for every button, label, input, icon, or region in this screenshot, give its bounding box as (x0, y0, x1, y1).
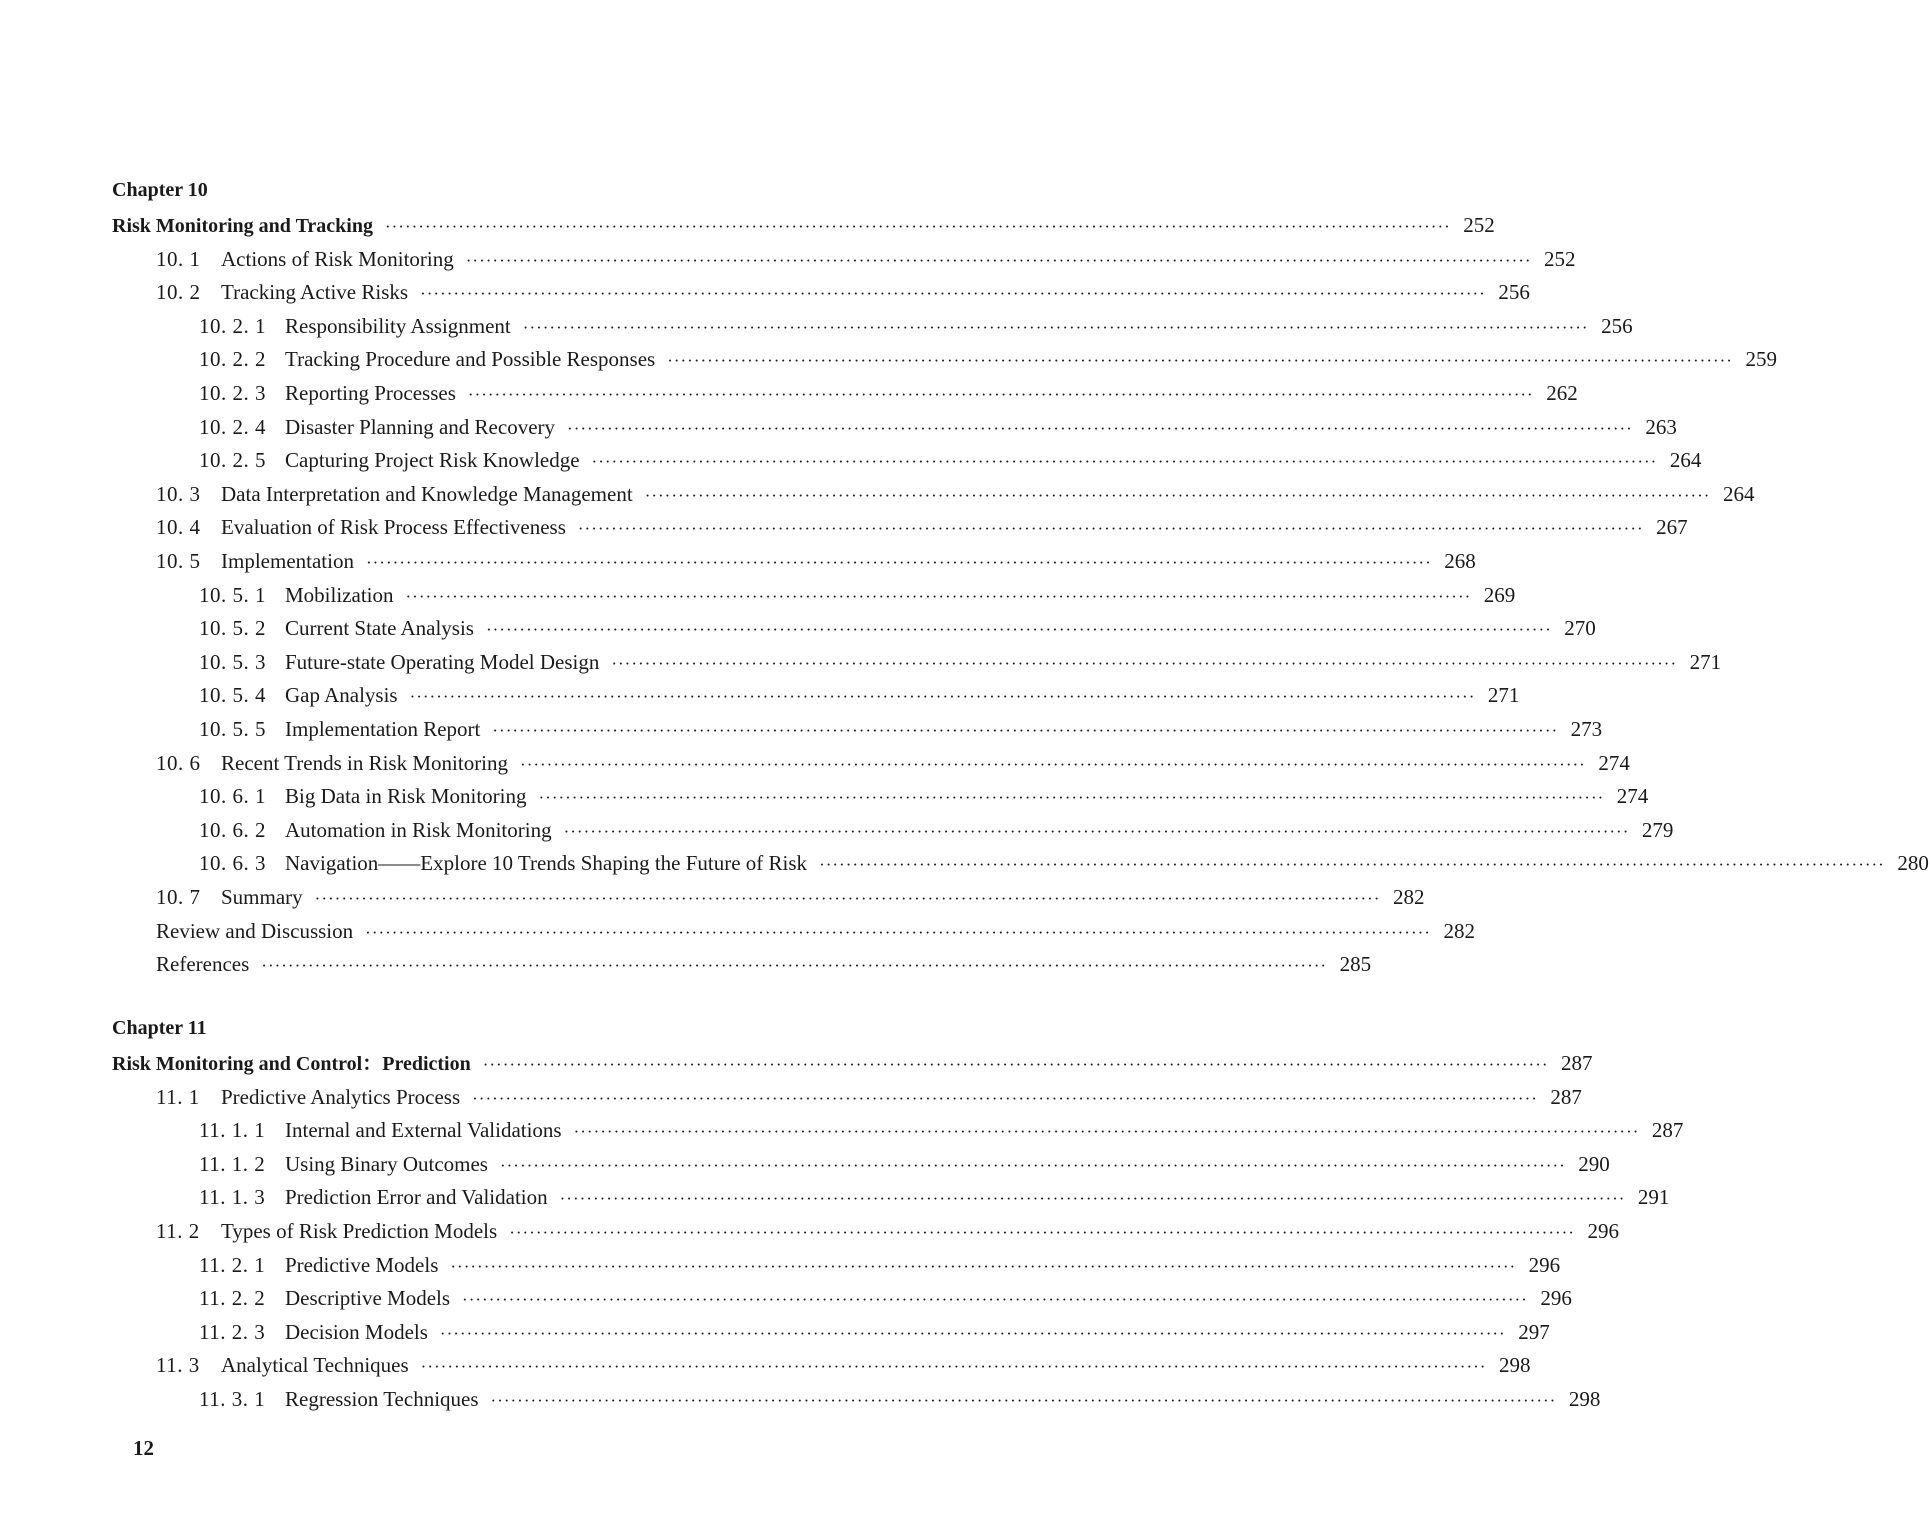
section-title: Tracking Procedure and Possible Responses (285, 347, 656, 372)
page-ref: 287 (1561, 1051, 1593, 1075)
dot-leader: ································································································································································ (261, 956, 1328, 976)
chapter-title-entry[interactable] (0, 210, 1495, 240)
toc-entry[interactable] (0, 546, 1476, 576)
chapter-title-entry[interactable] (0, 1048, 1593, 1078)
toc-entry[interactable] (0, 714, 1603, 744)
dot-leader: ································································································································································ (450, 1256, 1517, 1276)
section-title: Descriptive Models (285, 1286, 451, 1311)
section-title: Gap Analysis (285, 683, 398, 708)
section-number: 11. 2. 1 (199, 1252, 266, 1277)
toc-entry[interactable] (0, 848, 1929, 878)
page-ref: 282 (1443, 918, 1475, 943)
section-title: Navigation——Explore 10 Trends Shaping the Future of Risk (285, 851, 808, 876)
toc-entry[interactable] (0, 882, 1425, 912)
page-ref: 252 (1544, 246, 1576, 271)
page-ref: 268 (1444, 549, 1476, 573)
section-title: Evaluation of Risk Process Effectiveness (221, 515, 566, 540)
page-ref: 298 (1498, 1353, 1531, 1378)
page-ref: 271 (1689, 649, 1722, 674)
dot-leader: ································································································································································ (462, 1290, 1528, 1310)
dot-leader: ································································································································································ (472, 1088, 1538, 1108)
section-title: Review and Discussion (156, 918, 354, 943)
page-ref: 274 (1598, 750, 1630, 775)
section-title: Implementation Report (285, 717, 481, 741)
section-title: Reporting Processes (285, 381, 456, 405)
section-title: Tracking Active Risks (221, 280, 409, 305)
dot-leader: ································································································································································ (467, 385, 1534, 404)
dot-leader: ································································································································································ (563, 821, 1630, 841)
section-number: 10. 2. 3 (199, 381, 266, 405)
dot-leader: ································································································································································ (499, 1155, 1566, 1175)
dot-leader: ································································································································································ (492, 721, 1559, 740)
toc-entry[interactable] (0, 1182, 1670, 1212)
section-title: Current State Analysis (285, 616, 474, 641)
section-number: 11. 2. 3 (199, 1319, 266, 1344)
toc-entry[interactable] (0, 748, 1630, 778)
dot-leader: ································································································································································ (485, 620, 1552, 640)
page-ref: 298 (1568, 1387, 1601, 1411)
section-number: 10. 6. 2 (199, 817, 266, 842)
section-number: 10. 5. 1 (199, 582, 266, 607)
page-ref: 282 (1392, 885, 1425, 909)
dot-leader: ································································································································································ (409, 687, 1476, 707)
section-number: 11. 2. 2 (199, 1286, 266, 1311)
dot-leader: ································································································································································ (611, 653, 1678, 673)
section-number: 11. 1. 1 (199, 1118, 266, 1143)
page-ref: 252 (1463, 213, 1495, 237)
dot-leader: ································································································································································ (465, 250, 1532, 270)
section-number: 10. 2. 1 (199, 313, 266, 338)
dot-leader: ································································································································································ (577, 519, 1644, 539)
dot-leader: ································································································································································ (439, 1323, 1506, 1343)
section-title: Using Binary Outcomes (285, 1151, 488, 1176)
section-title: Summary (221, 885, 303, 909)
toc-entry[interactable] (0, 512, 1688, 542)
page-ref: 296 (1540, 1286, 1572, 1311)
section-number: 10. 6. 3 (199, 851, 266, 876)
section-title: Data Interpretation and Knowledge Management (221, 481, 633, 506)
toc-entry[interactable] (0, 412, 1677, 442)
section-number: 11. 1. 2 (199, 1151, 266, 1176)
section-title: Regression Techniques (285, 1387, 479, 1411)
dot-leader: ································································································································································ (405, 586, 1472, 606)
toc-entry[interactable] (0, 1384, 1601, 1414)
section-number: 11. 2 (156, 1219, 200, 1243)
page-ref: 256 (1601, 313, 1633, 338)
toc-entry[interactable] (0, 445, 1702, 475)
section-title: Implementation (221, 549, 354, 573)
page-ref: 264 (1722, 481, 1755, 506)
page-ref: 296 (1587, 1219, 1619, 1243)
section-number: 10. 3 (156, 481, 201, 506)
dot-leader: ································································································································································ (573, 1122, 1640, 1142)
page-ref: 287 (1651, 1118, 1684, 1143)
section-title: Predictive Analytics Process (221, 1084, 461, 1109)
toc-entry[interactable] (0, 815, 1674, 845)
section-title: Actions of Risk Monitoring (221, 246, 454, 271)
dot-leader: ································································································································································ (522, 317, 1589, 337)
toc-entry[interactable] (0, 277, 1530, 307)
section-number: 10. 5 (156, 549, 201, 573)
page-ref: 270 (1564, 616, 1596, 641)
section-number: 10. 5. 4 (199, 683, 266, 708)
page-number: 12 (133, 1436, 154, 1460)
section-number: 10. 1 (156, 246, 201, 271)
section-title: Recent Trends in Risk Monitoring (221, 750, 509, 775)
toc-entry[interactable] (0, 1283, 1572, 1313)
section-title: References (156, 952, 250, 977)
dot-leader: ································································································································································ (420, 1357, 1487, 1377)
page-ref: 264 (1669, 448, 1702, 473)
section-title: Prediction Error and Validation (285, 1185, 548, 1210)
toc-entry[interactable] (0, 1250, 1561, 1280)
dot-leader: ································································································································································ (420, 284, 1486, 304)
page-ref: 273 (1570, 717, 1603, 741)
toc-entry[interactable] (0, 1115, 1684, 1145)
page-ref: 285 (1339, 952, 1372, 977)
chapter-label: Chapter 10 (112, 179, 208, 201)
section-number: 10. 6. 1 (199, 784, 266, 809)
page-ref: 290 (1578, 1151, 1610, 1176)
toc-entry[interactable] (0, 680, 1520, 710)
dot-leader: ································································································································································ (384, 217, 1451, 236)
section-number: 10. 4 (156, 515, 201, 540)
page-ref: 267 (1656, 515, 1688, 540)
section-title: Analytical Techniques (221, 1353, 409, 1378)
section-number: 10. 7 (156, 885, 201, 909)
dot-leader: ································································································································································ (520, 754, 1586, 774)
section-title: Capturing Project Risk Knowledge (285, 448, 580, 473)
dot-leader: ································································································································································ (482, 1055, 1549, 1074)
page-ref: 291 (1637, 1185, 1670, 1210)
section-title: Decision Models (285, 1319, 428, 1344)
toc-entry[interactable] (0, 1082, 1582, 1112)
section-number: 11. 3 (156, 1353, 200, 1378)
dot-leader: ································································································································································ (314, 889, 1381, 908)
section-number: 11. 3. 1 (199, 1387, 266, 1411)
section-title: Types of Risk Prediction Models (221, 1219, 498, 1243)
dot-leader: ································································································································································ (538, 788, 1605, 808)
dot-leader: ································································································································································ (567, 418, 1633, 438)
toc-entry[interactable] (0, 647, 1722, 677)
section-number: 10. 6 (156, 750, 201, 775)
dot-leader: ································································································································································ (667, 351, 1733, 371)
page-ref: 259 (1745, 347, 1777, 372)
dot-leader: ································································································································································ (365, 922, 1431, 942)
section-title: Big Data in Risk Monitoring (285, 784, 527, 809)
toc-entry[interactable] (0, 949, 1372, 979)
section-number: 10. 2. 2 (199, 347, 266, 372)
toc-entry[interactable] (0, 1149, 1610, 1179)
section-title: Future-state Operating Model Design (285, 649, 600, 674)
section-number: 10. 5. 3 (199, 649, 266, 674)
section-title: Predictive Models (285, 1252, 439, 1277)
page-ref: 269 (1483, 582, 1516, 607)
toc-entry[interactable] (0, 916, 1475, 946)
toc-entry[interactable] (0, 311, 1633, 341)
chapter-label: Chapter 11 (112, 1017, 207, 1039)
toc-entry[interactable] (0, 580, 1516, 610)
section-number: 10. 2. 4 (199, 414, 266, 439)
dot-leader: ································································································································································ (819, 855, 1885, 875)
page-ref: 279 (1641, 817, 1674, 842)
section-title: Risk Monitoring and Control：Prediction (112, 1053, 471, 1075)
section-title: Risk Monitoring and Tracking (112, 215, 373, 237)
section-number: 11. 1. 3 (199, 1185, 266, 1210)
page-ref: 271 (1487, 683, 1520, 708)
dot-leader: ································································································································································ (591, 452, 1658, 472)
dot-leader: ································································································································································ (365, 553, 1432, 572)
dot-leader: ································································································································································ (490, 1391, 1557, 1410)
toc-entry[interactable] (0, 1350, 1531, 1380)
section-number: 11. 1 (156, 1084, 200, 1109)
dot-leader: ································································································································································ (509, 1223, 1575, 1242)
page-ref: 297 (1518, 1319, 1550, 1344)
section-number: 10. 2. 5 (199, 448, 266, 473)
toc-entry[interactable] (0, 378, 1578, 408)
section-number: 10. 2 (156, 280, 201, 305)
toc-entry[interactable] (0, 1317, 1550, 1347)
page-ref: 280 (1897, 851, 1929, 876)
page-ref: 256 (1498, 280, 1530, 305)
section-title: Disaster Planning and Recovery (285, 414, 556, 439)
dot-leader: ································································································································································ (559, 1189, 1626, 1209)
section-number: 10. 5. 5 (199, 717, 266, 741)
page-ref: 274 (1616, 784, 1649, 809)
section-number: 10. 5. 2 (199, 616, 266, 641)
section-title: Responsibility Assignment (285, 313, 511, 338)
toc-entry[interactable] (0, 1216, 1619, 1246)
section-title: Internal and External Validations (285, 1118, 562, 1143)
toc-entry[interactable] (0, 781, 1649, 811)
toc-entry[interactable] (0, 244, 1576, 274)
toc-entry[interactable] (0, 479, 1755, 509)
toc-entry[interactable] (0, 344, 1777, 374)
page-ref: 296 (1528, 1252, 1561, 1277)
toc-entry[interactable] (0, 613, 1596, 643)
page-ref: 263 (1645, 414, 1677, 439)
section-title: Automation in Risk Monitoring (285, 817, 552, 842)
page-ref: 262 (1546, 381, 1578, 405)
page-ref: 287 (1550, 1084, 1582, 1109)
section-title: Mobilization (285, 582, 394, 607)
dot-leader: ································································································································································ (644, 485, 1711, 505)
